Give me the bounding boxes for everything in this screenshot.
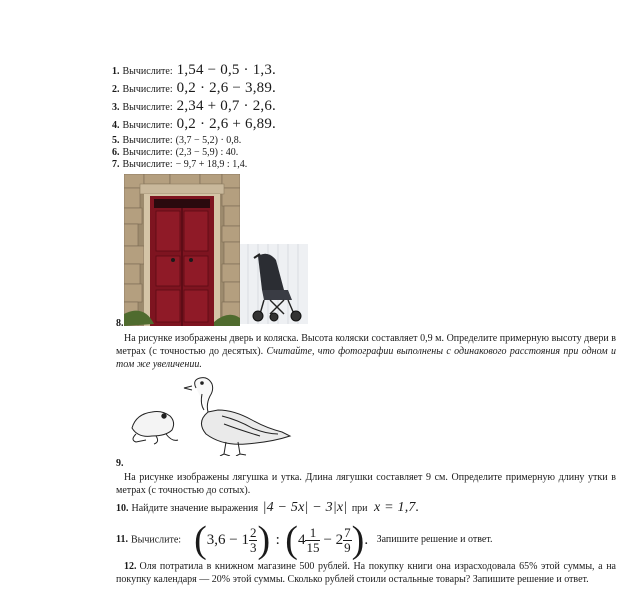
task-label: Вычислите: <box>122 84 173 95</box>
task-4 <box>112 118 276 132</box>
task-expression: (3,7 − 5,2) · 0,8. <box>175 135 242 146</box>
term-b-whole: 4 <box>297 532 306 548</box>
frog-duck-drawing <box>126 376 306 456</box>
task-10 <box>116 500 419 517</box>
denominator: 9 <box>344 539 351 555</box>
task-expression: 1,54 − 0,5 · 1,3. <box>176 62 276 78</box>
task-number: 12. <box>124 561 137 572</box>
task-10-value: x = 1,7. <box>374 500 420 515</box>
task-label: Вычислите: <box>122 102 173 113</box>
numerator: 7 <box>344 524 351 540</box>
task-11 <box>116 520 493 560</box>
task-label: Вычислите: <box>122 120 173 131</box>
task-number: 1. <box>112 66 120 77</box>
task-9-number <box>116 458 127 470</box>
task-number: 6. <box>112 147 120 158</box>
term-c-fraction <box>343 526 352 555</box>
task-5 <box>112 135 241 147</box>
task-9-statement: На рисунке изображены лягушка и утка. Длина лягушки составляет 9 см. Определите примерную длину утки в метрах (с точностью до сотых). <box>116 472 616 496</box>
task-number: 9. <box>116 458 124 469</box>
term-a-whole: 3,6 − 1 <box>206 532 249 548</box>
task-expression: (2,3 − 5,9) : 40. <box>175 147 239 158</box>
divide-sign: : <box>275 532 280 548</box>
task-number: 2. <box>112 84 120 95</box>
task-9-text <box>116 471 616 497</box>
task-7 <box>112 159 247 171</box>
task-8-note: Считайте, что фотографии выполнены с одинакового расстояния при одном и том же увеличении. <box>116 346 616 370</box>
stroller-photo <box>240 244 308 324</box>
task-label: Найдите значение выражения <box>131 503 259 514</box>
task-3 <box>112 100 276 114</box>
task-number: 5. <box>112 135 120 146</box>
term-c-whole: − 2 <box>323 532 344 548</box>
task-number: 11. <box>116 534 128 546</box>
task-10-when: при <box>351 503 368 514</box>
task-8-text <box>116 332 616 371</box>
close-paren: ) <box>257 519 271 561</box>
denominator: 3 <box>249 539 257 555</box>
task-number: 3. <box>112 102 120 113</box>
task-11-tail: Запишите решение и ответ. <box>376 534 493 546</box>
task-expression: − 9,7 + 18,9 : 1,4. <box>175 159 248 170</box>
task-label: Вычислите: <box>122 159 173 170</box>
task-2 <box>112 82 276 96</box>
open-paren: ( <box>194 519 207 561</box>
task-number: 8. <box>116 318 124 329</box>
task-8-number <box>116 318 127 330</box>
task-expression: 2,34 + 0,7 · 2,6. <box>176 98 276 114</box>
task-number: 4. <box>112 120 120 131</box>
numerator: 1 <box>305 526 320 541</box>
task-12-statement: Оля потратила в книжном магазине 500 рублей. На покупку книги она израсходовала 65% этой суммы, а на покупку календаря — 20% этой суммы. Сколько рублей стоили остальные товары? Запишите решение и ответ. <box>116 561 616 585</box>
task-6 <box>112 147 238 159</box>
expression-end: . <box>364 532 369 548</box>
task-number: 10. <box>116 503 129 514</box>
term-b-fraction <box>305 526 320 555</box>
numerator: 2 <box>249 524 257 540</box>
denominator: 15 <box>306 539 320 555</box>
task-number: 7. <box>112 159 120 170</box>
task-12-text <box>116 560 616 586</box>
task-8-statement: На рисунке изображены дверь и коляска. Высота коляски составляет 0,9 м. Определите примерную высоту двери в метрах (с точностью до десятых). <box>116 333 616 357</box>
task-label: Вычислите: <box>122 135 173 146</box>
door-photo <box>124 174 240 326</box>
close-paren: ) <box>351 519 365 561</box>
task-1 <box>112 64 276 78</box>
task-label: Вычислите: <box>122 147 173 158</box>
task-10-expression: |4 − 5x| − 3|x| <box>262 500 348 515</box>
open-paren: ( <box>285 519 298 561</box>
task-label: Вычислите: <box>130 534 182 546</box>
task-expression: 0,2 · 2,6 + 6,89. <box>176 116 276 132</box>
task-label: Вычислите: <box>122 66 173 77</box>
task-expression: 0,2 · 2,6 − 3,89. <box>176 80 276 96</box>
